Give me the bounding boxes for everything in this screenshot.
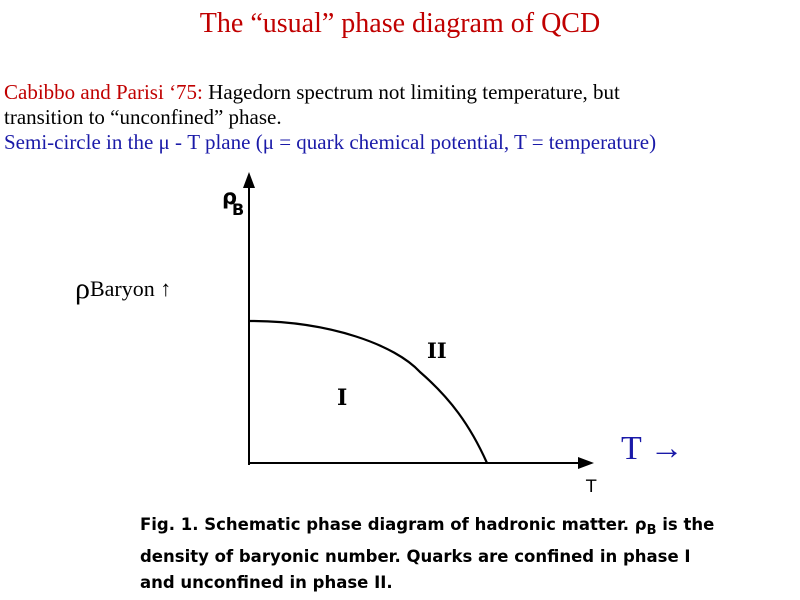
y-axis-label-sub: B bbox=[232, 200, 245, 219]
phase-2-label: II bbox=[427, 338, 447, 363]
caption-line-1-a: Fig. 1. Schematic phase diagram of hadronic matter. ρ bbox=[140, 515, 647, 534]
y-axis-label-rho: ρ bbox=[222, 185, 238, 209]
rho-baryon-label bbox=[75, 272, 171, 306]
phase-boundary-curve bbox=[250, 321, 487, 463]
figure-caption bbox=[140, 512, 760, 596]
temperature-arrow-label: T → bbox=[621, 430, 684, 467]
intro-line-2: transition to “unconfined” phase. bbox=[4, 105, 282, 129]
rho-symbol: ρ bbox=[75, 272, 90, 305]
caption-sub-b: B bbox=[646, 523, 657, 538]
x-axis-arrowhead bbox=[578, 457, 594, 469]
intro-line-1-text: Hagedorn spectrum not limiting temperature, but bbox=[202, 80, 620, 104]
y-axis-arrowhead bbox=[243, 172, 255, 188]
x-axis-label: T bbox=[586, 477, 597, 497]
caption-line-1-b: is the bbox=[656, 515, 715, 534]
baryon-arrow-text: Baryon ↑ bbox=[89, 276, 172, 301]
authors-citation: Cabibbo and Parisi ‘75: bbox=[4, 80, 203, 104]
intro-line-3: Semi-circle in the μ - T plane (μ = quark chemical potential, T = temperature) bbox=[4, 130, 657, 154]
caption-line-3: and unconfined in phase II. bbox=[140, 573, 393, 592]
caption-line-2: density of baryonic number. Quarks are confined in phase I bbox=[140, 547, 691, 566]
phase-1-label: I bbox=[337, 385, 348, 411]
caption-line-1 bbox=[140, 512, 760, 544]
slide-title: The “usual” phase diagram of QCD bbox=[199, 8, 601, 39]
